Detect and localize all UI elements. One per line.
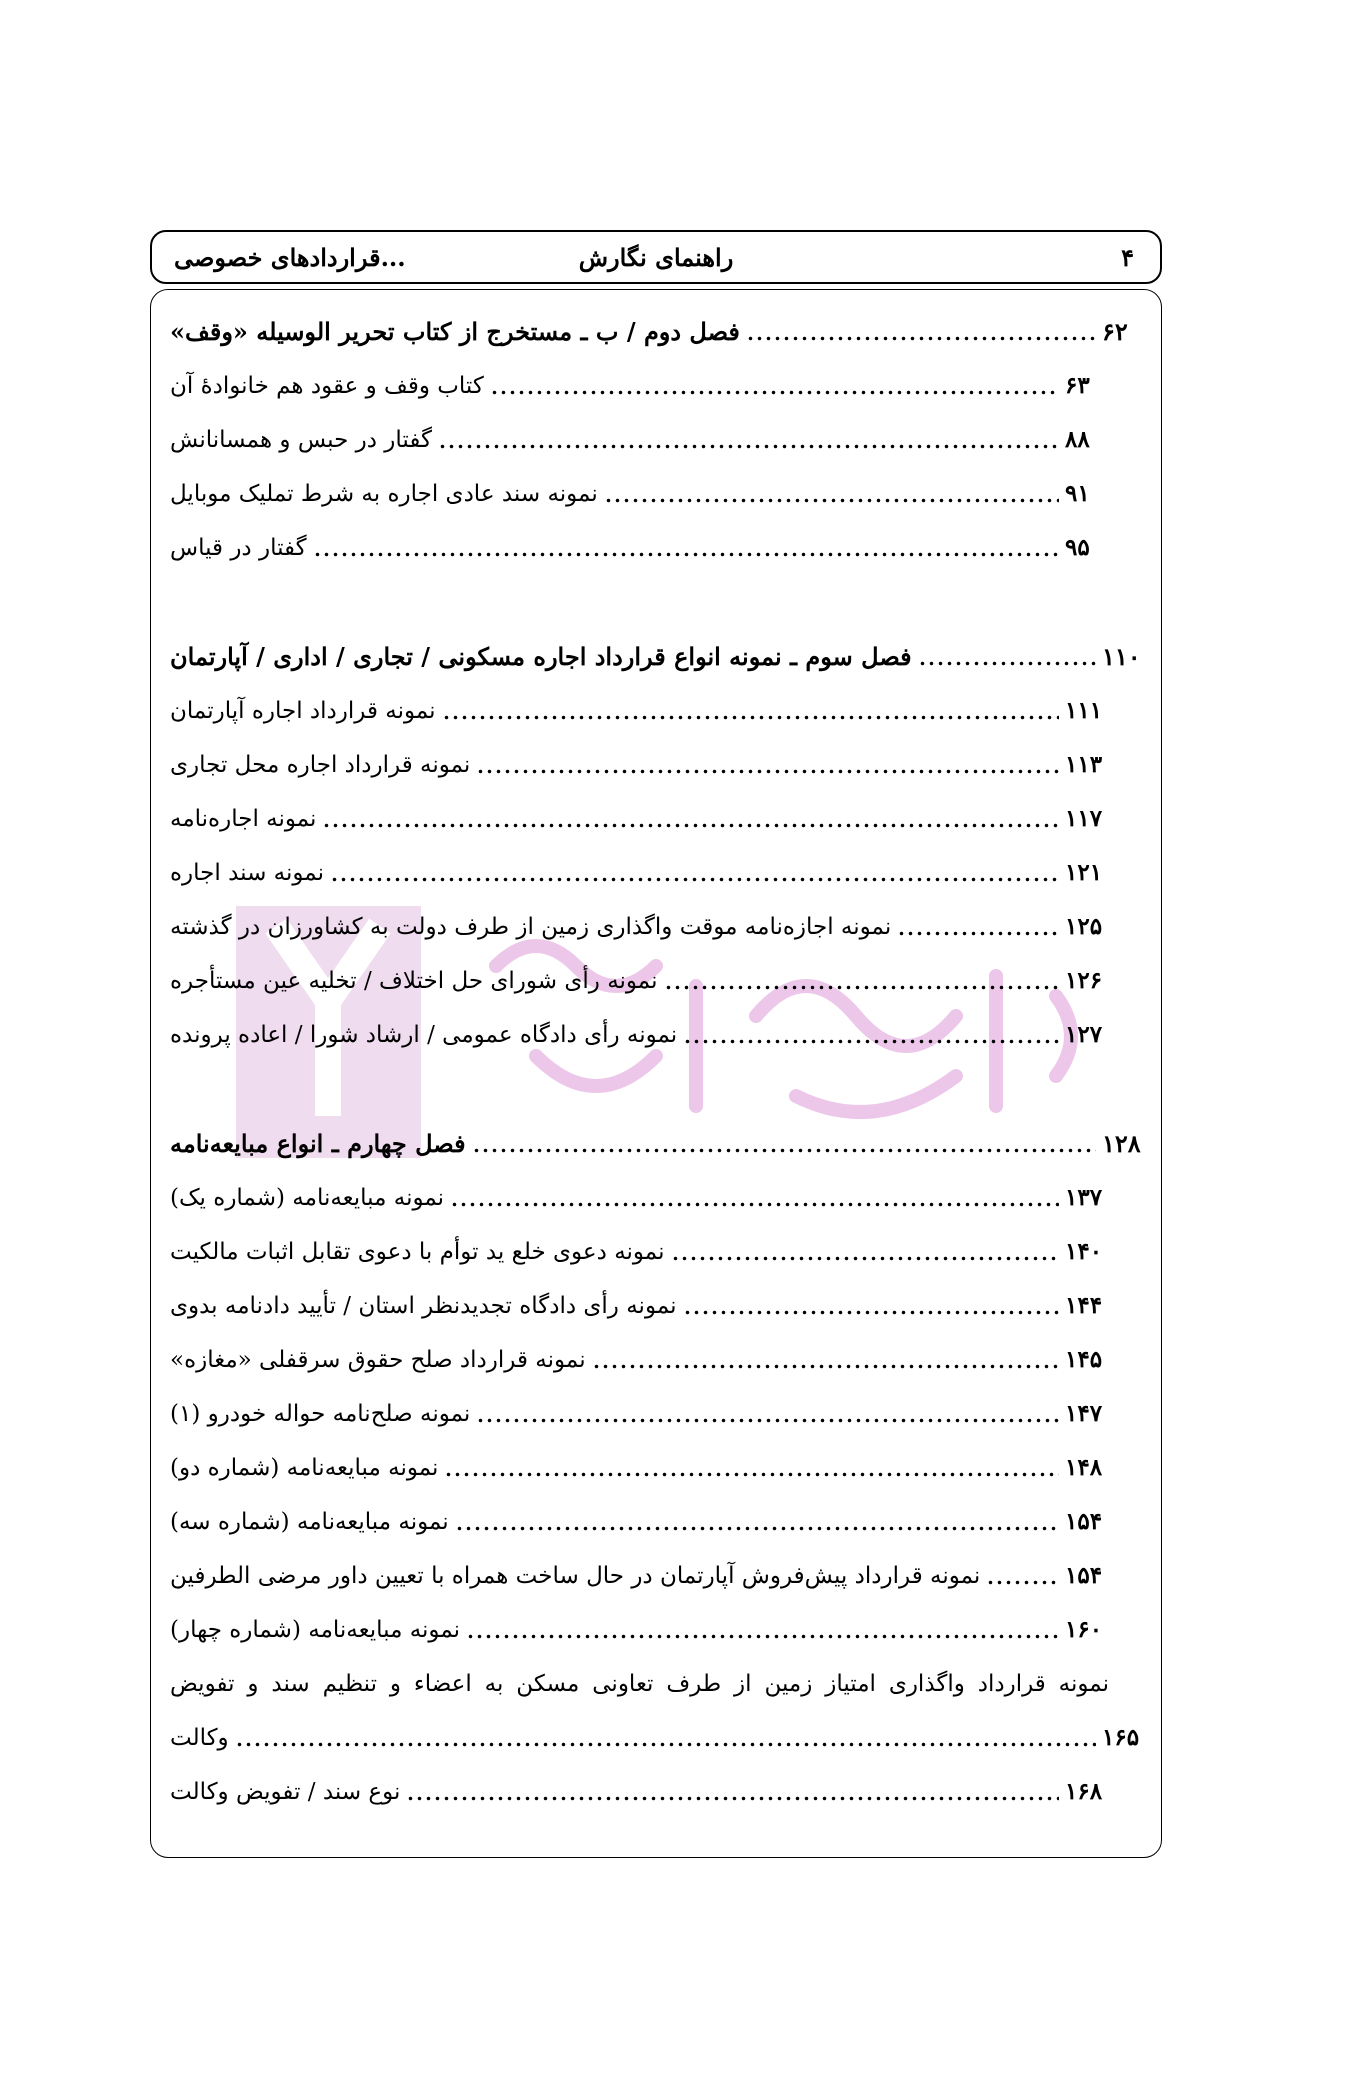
chapter-2-entry[interactable] <box>170 305 1146 359</box>
toc-entry-wrapped-line-2[interactable] <box>170 1711 1146 1765</box>
page-ref: ۱۵۴ <box>1065 1508 1103 1535</box>
entry-title: نمونه مبایعه‌نامه (شماره سه) <box>170 1509 449 1535</box>
dot-leader <box>986 1580 1059 1585</box>
page-ref: ۱۳۷ <box>1065 1184 1103 1211</box>
entry-title: نمونه قرارداد اجاره محل تجاری <box>170 752 471 778</box>
page-ref: ۱۴۷ <box>1065 1400 1103 1427</box>
entry-title-line-2: وکالت <box>170 1725 229 1751</box>
dot-leader <box>683 1310 1059 1315</box>
chapter-title: فصل سوم ـ نمونه انواع قرارداد اجاره مسکونی / تجاری / اداری / آپارتمان <box>170 642 912 671</box>
entry-title: نمونه مبایعه‌نامه (شماره یک) <box>170 1185 445 1211</box>
page-ref: ۱۲۶ <box>1065 967 1103 994</box>
running-title: راهنمای نگارش <box>578 243 734 272</box>
page-number: ۴ <box>1121 243 1134 272</box>
toc-entry[interactable] <box>170 1495 1146 1549</box>
page-ref: ۹۱ <box>1065 480 1090 507</box>
dot-leader <box>664 985 1059 990</box>
toc-entry[interactable] <box>170 1225 1146 1279</box>
dot-leader <box>235 1742 1096 1747</box>
dot-leader <box>330 877 1059 882</box>
page-ref: ۱۵۴ <box>1065 1562 1103 1589</box>
dot-leader <box>476 769 1059 774</box>
dot-leader <box>683 1039 1059 1044</box>
dot-leader <box>322 823 1059 828</box>
entry-title: نوع سند / تفویض وکالت <box>170 1779 401 1805</box>
dot-leader <box>746 336 1096 341</box>
toc-entry[interactable] <box>170 684 1146 738</box>
toc-entry[interactable] <box>170 1441 1146 1495</box>
dot-leader <box>450 1202 1059 1207</box>
entry-title: گفتار در حبس و همسانانش <box>170 427 432 453</box>
entry-title: نمونه اجاره‌نامه <box>170 806 317 832</box>
page-ref: ۱۶۰ <box>1065 1616 1103 1643</box>
toc-entry[interactable] <box>170 1279 1146 1333</box>
dot-leader <box>671 1256 1060 1261</box>
chapter-title: فصل دوم / ب ـ مستخرج از کتاب تحریر الوسیله «وقف» <box>170 317 740 346</box>
page-ref: ۱۶۵ <box>1102 1724 1140 1751</box>
dot-leader <box>455 1526 1059 1531</box>
toc-entry[interactable] <box>170 1333 1146 1387</box>
entry-title: نمونه سند اجاره <box>170 860 324 886</box>
entry-title: نمونه رأی دادگاه عمومی / ارشاد شورا / اعاده پرونده <box>170 1022 678 1048</box>
toc-entry[interactable] <box>170 846 1146 900</box>
dot-leader <box>897 931 1059 936</box>
page-ref: ۱۲۵ <box>1065 913 1103 940</box>
entry-title-line-1: نمونه قرارداد واگذاری امتیاز زمین از طرف تعاونی مسکن به اعضاء و تنظیم سند و تفویض <box>170 1671 1109 1697</box>
dot-leader <box>442 715 1059 720</box>
entry-title: نمونه رأی دادگاه تجدیدنظر استان / تأیید دادنامه بدوی <box>170 1293 677 1319</box>
toc-entry[interactable] <box>170 521 1146 575</box>
entry-title: نمونه قرارداد اجاره آپارتمان <box>170 698 436 724</box>
toc-entry[interactable] <box>170 900 1146 954</box>
page-ref: ۹۵ <box>1065 534 1090 561</box>
toc-entry[interactable] <box>170 467 1146 521</box>
toc-entry[interactable] <box>170 738 1146 792</box>
entry-title: نمونه صلح‌نامه حواله خودرو (۱) <box>170 1401 471 1427</box>
chapter-title: فصل چهارم ـ انواع مبایعه‌نامه <box>170 1129 466 1158</box>
toc-entry[interactable] <box>170 359 1146 413</box>
page-ref: ۸۸ <box>1065 426 1090 453</box>
entry-title: نمونه دعوی خلع ید توأم با دعوی تقابل اثبات مالکیت <box>170 1239 665 1265</box>
page-ref: ۱۶۸ <box>1065 1778 1103 1805</box>
entry-title: نمونه مبایعه‌نامه (شماره دو) <box>170 1455 439 1481</box>
toc-entry[interactable] <box>170 1171 1146 1225</box>
toc-entry-wrapped[interactable] <box>170 1657 1146 1711</box>
page-ref: ۱۴۵ <box>1065 1346 1103 1373</box>
page-ref: ۱۴۸ <box>1065 1454 1103 1481</box>
entry-title: نمونه رأی شورای حل اختلاف / تخلیه عین مستأجره <box>170 968 658 994</box>
toc-entry[interactable] <box>170 1549 1146 1603</box>
page-ref: ۱۲۱ <box>1065 859 1103 886</box>
dot-leader <box>438 444 1059 449</box>
dot-leader <box>592 1364 1059 1369</box>
dot-leader <box>466 1634 1059 1639</box>
entry-title: کتاب وقف و عقود هم خانوادۀ آن <box>170 373 484 399</box>
page-ref: ۱۴۰ <box>1065 1238 1103 1265</box>
toc-entry[interactable] <box>170 792 1146 846</box>
entry-title: نمونه سند عادی اجاره به شرط تملیک موبایل <box>170 481 598 507</box>
page-ref: ۱۲۷ <box>1065 1021 1103 1048</box>
toc-entry[interactable] <box>170 413 1146 467</box>
chapter-4-entry[interactable] <box>170 1117 1146 1171</box>
dot-leader <box>604 498 1059 503</box>
dot-leader <box>406 1796 1059 1801</box>
entry-title: نمونه قرارداد صلح حقوق سرقفلی «مغازه» <box>170 1347 586 1373</box>
entry-title: نمونه اجازه‌نامه موقت واگذاری زمین از طرف دولت به کشاورزان در گذشته <box>170 914 892 940</box>
page-ref: ۱۱۰ <box>1102 642 1141 671</box>
running-header <box>150 230 1162 284</box>
entry-title: گفتار در قیاس <box>170 535 307 561</box>
dot-leader <box>476 1418 1059 1423</box>
dot-leader <box>444 1472 1059 1477</box>
dot-leader <box>918 661 1096 666</box>
page-ref: ۱۱۳ <box>1065 751 1103 778</box>
chapter-3-entry[interactable] <box>170 630 1146 684</box>
page-ref: ۱۲۸ <box>1102 1129 1141 1158</box>
page-ref: ۱۱۷ <box>1065 805 1103 832</box>
dot-leader <box>472 1148 1096 1153</box>
toc-entry[interactable] <box>170 1603 1146 1657</box>
toc-entry[interactable] <box>170 954 1146 1008</box>
page-ref: ۶۳ <box>1065 372 1090 399</box>
toc-entry[interactable] <box>170 1765 1146 1819</box>
toc-entry[interactable] <box>170 1387 1146 1441</box>
dot-leader <box>490 390 1059 395</box>
toc-entry[interactable] <box>170 1008 1146 1062</box>
entry-title: نمونه قرارداد پیش‌فروش آپارتمان در حال ساخت همراه با تعیین داور مرضی الطرفین <box>170 1563 981 1589</box>
page-ref: ۱۴۴ <box>1065 1292 1103 1319</box>
page-ref: ۶۲ <box>1102 317 1128 346</box>
entry-title: نمونه مبایعه‌نامه (شماره چهار) <box>170 1617 461 1643</box>
book-title: قراردادهای خصوصی... <box>174 243 406 272</box>
page-ref: ۱۱۱ <box>1065 697 1103 724</box>
dot-leader <box>313 552 1059 557</box>
